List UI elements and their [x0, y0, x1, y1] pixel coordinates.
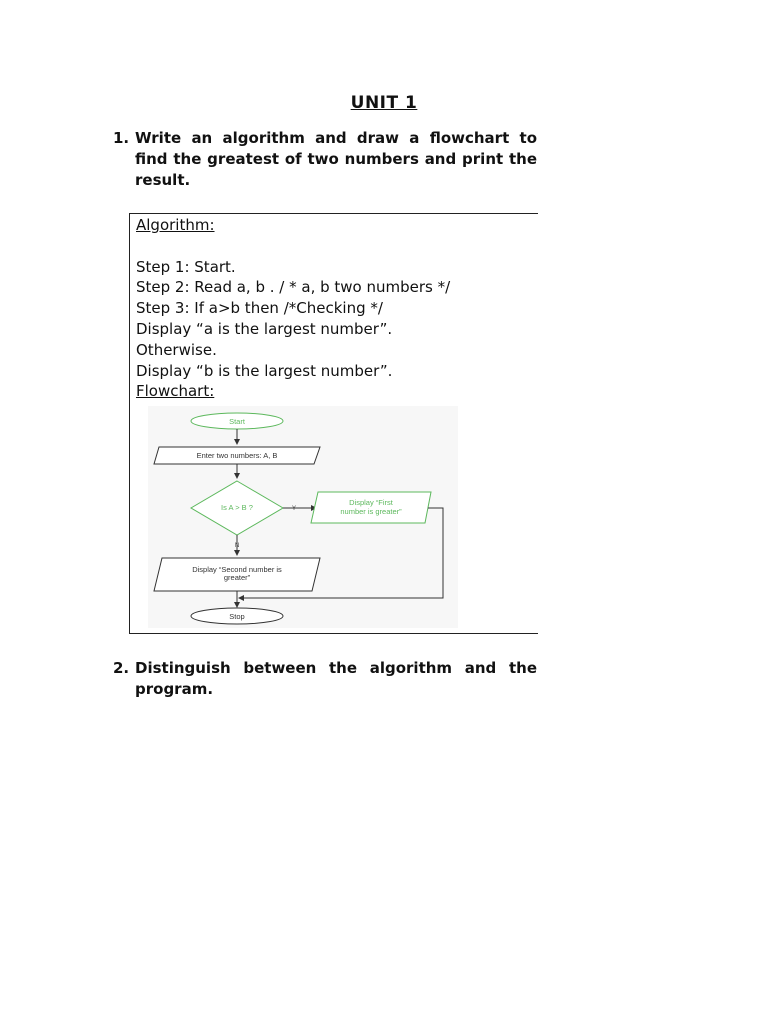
flowchart-diagram [148, 406, 458, 628]
algorithm-heading: Algorithm: [136, 216, 215, 234]
algorithm-step: Step 1: Start. [136, 257, 236, 276]
question-number: 2. [113, 659, 130, 677]
flowchart-heading: Flowchart: [136, 382, 215, 401]
answer-content [136, 215, 450, 402]
no-label: N [234, 543, 240, 549]
page-edge [538, 200, 578, 650]
algorithm-step: Display “b is the largest number”. [136, 361, 393, 380]
start-label: Start [229, 417, 245, 426]
algorithm-step: Step 3: If a>b then /*Checking */ [136, 299, 383, 318]
page-title: UNIT 1 [350, 93, 418, 113]
question-text: Write an algorithm and draw a flowchart to find the greatest of two numbers and print the result. [135, 129, 537, 189]
algorithm-step: Otherwise. [136, 340, 217, 359]
question-number: 1. [113, 129, 130, 147]
decision-label: Is A > B ? [221, 503, 253, 512]
algorithm-step: Display “a is the largest number”. [136, 319, 393, 338]
question-1 [113, 128, 537, 191]
question-2 [113, 658, 537, 700]
no-output-label-line1: Display “Second number is [192, 565, 282, 574]
no-output-label-line2: greater” [223, 573, 251, 582]
algorithm-step: Step 2: Read a, b . / * a, b two numbers */ [136, 278, 451, 297]
yes-output-label-line2: number is greater” [340, 507, 402, 516]
stop-label: Stop [229, 612, 245, 621]
yes-output-label-line1: Display “First [349, 498, 393, 507]
yes-label: Y [291, 506, 297, 512]
input-label: Enter two numbers: A, B [196, 451, 278, 460]
question-text: Distinguish between the algorithm and the program. [135, 659, 537, 698]
